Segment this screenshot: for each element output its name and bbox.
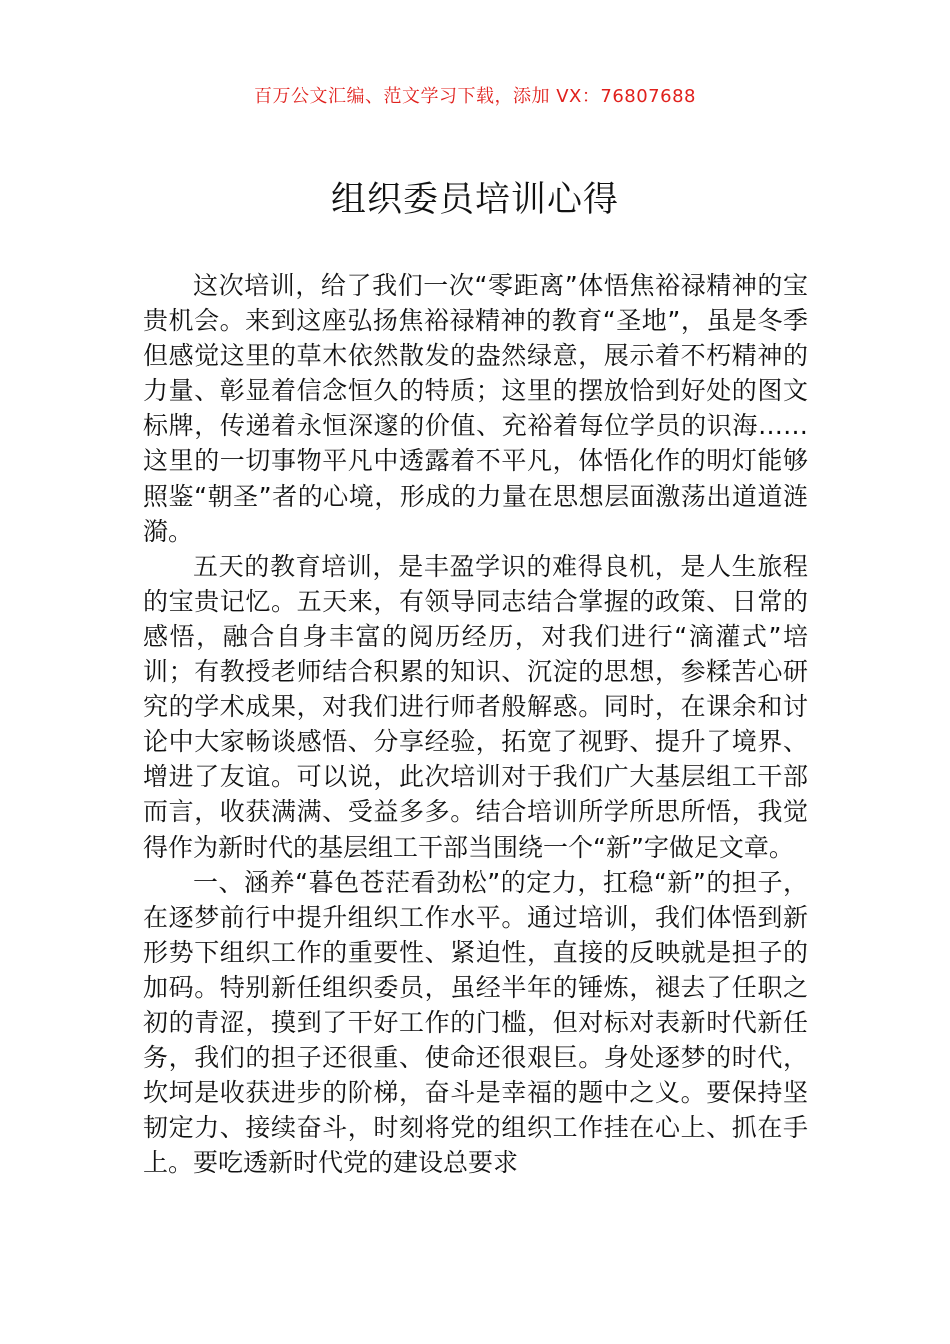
page-title: 组织委员培训心得 <box>330 180 619 220</box>
body-paragraph: 一、涵养“暮色苍茫看劲松”的定力，扛稳“新”的担子，在逐梦前行中提升组织工作水平。通过培训，我们体悟到新形势下组织工作的重要性、紧迫性，直接的反映就是担子的加码。特别新任组织委员，虽经半年的锤炼，褪去了任职之初的青涩，摸到了干好工作的门槛，但对标对表新时代新任务，我们的担子还很重、使命还很艰巨。身处逐梦的时代，坎坷是收获进步的阶梯，奋斗是幸福的题中之义。要保持坚韧定力、接续奋斗，时刻将党的组织工作挂在心上、抓在手上。要吃透新时代党的建设总要求 <box>143 867 808 1178</box>
document-body <box>143 268 808 1180</box>
body-paragraph: 五天的教育培训，是丰盈学识的难得良机，是人生旅程的宝贵记忆。五天来，有领导同志结合掌握的政策、日常的感悟，融合自身丰富的阅历经历，对我们进行“滴灌式”培训；有教授老师结合积累的知识、沉淀的思想，参糅苦心研究的学术成果，对我们进行师者般解惑。同时，在课余和讨论中大家畅谈感悟、分享经验，拓宽了视野、提升了境界、增进了友谊。可以说，此次培训对于我们广大基层组工干部而言，收获满满、受益多多。结合培训所学所思所悟，我觉得作为新时代的基层组工干部当围绕一个“新”字做足文章。 <box>143 551 808 862</box>
header-note: 百万公文汇编、范文学习下载，添加 VX：76807688 <box>254 86 696 107</box>
body-paragraph: 这次培训，给了我们一次“零距离”体悟焦裕禄精神的宝贵机会。来到这座弘扬焦裕禄精神的教育“圣地”，虽是冬季但感觉这里的草木依然散发的盎然绿意，展示着不朽精神的力量、彰显着信念恒久的特质；这里的摆放恰到好处的图文标牌，传递着永恒深邃的价值、充裕着每位学员的识海……这里的一切事物平凡中透露着不平凡，体悟化作的明灯能够照鉴“朝圣”者的心境，形成的力量在思想层面激荡出道道涟漪。 <box>143 271 808 546</box>
